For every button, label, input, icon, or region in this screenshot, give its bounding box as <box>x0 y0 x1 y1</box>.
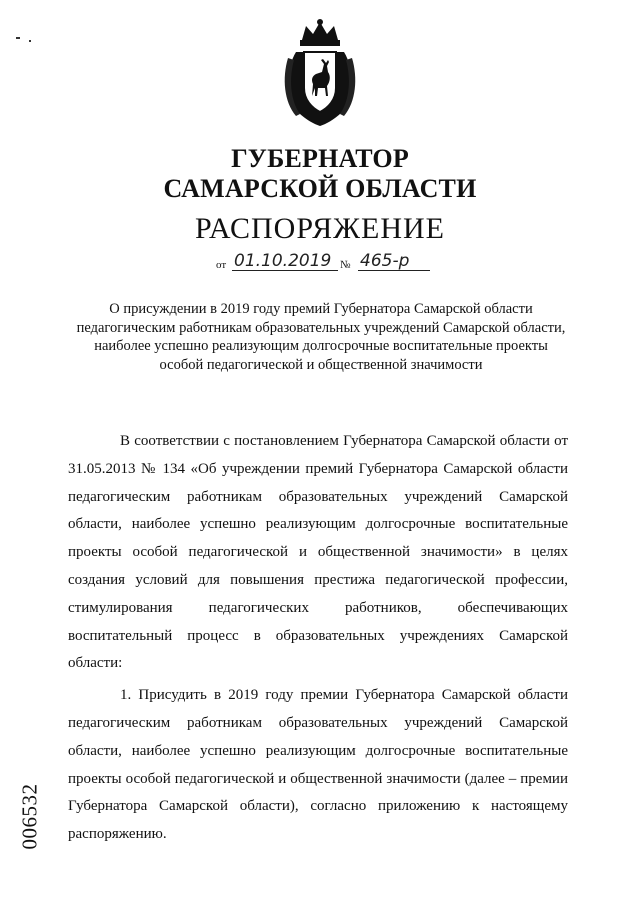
side-registration-code <box>18 780 42 850</box>
number-label: № <box>340 259 351 271</box>
date-label: от <box>216 259 227 271</box>
governor-title: ГУБЕРНАТОР <box>231 144 409 173</box>
region-title: САМАРСКОЙ ОБЛАСТИ <box>163 174 477 203</box>
subject-line: педагогическим работникам образовательных учреждений Самарской области, <box>76 319 566 336</box>
samara-coat-of-arms-icon <box>282 18 358 128</box>
preamble-paragraph: В соответствии с постановлением Губернатора Самарской области от 31.05.2013 № 134 «Об учреждении премий Губернатора Самарской области педагогическим работникам образовательных учреждений Самарской области, наиболее успешно реализующим долгосрочные воспитательные проекты особой педагогической и общественной значимости» в целях создания условий для повышения престижа педагогической профессии, стимулирования педагогических работников, обеспечивающих воспитательный процесс в образовательных учреждениях Самарской области: <box>68 433 568 672</box>
document-type: РАСПОРЯЖЕНИЕ <box>194 212 446 245</box>
document-subject <box>76 300 566 374</box>
handwritten-number: 465-р <box>358 252 430 271</box>
subject-line: особой педагогической и общественной значимости <box>159 356 483 373</box>
side-code-text: 006532 <box>17 783 42 850</box>
subject-line: наиболее успешно реализующим долгосрочные воспитательные проекты <box>94 338 548 354</box>
clause-1-paragraph: 1. Присудить в 2019 году премии Губернатора Самарской области педагогическим работникам образовательных учреждений Самарской области, наиболее успешно реализующим долгосрочные воспитательные проекты особой педагогической и общественной значимости (далее – премии Губернатора Самарской области), согласно приложению к настоящему распоряжению. <box>68 687 568 843</box>
handwritten-date: 01.10.2019 <box>232 252 338 271</box>
subject-line: О присуждении в 2019 году премий Губернатора Самарской области <box>109 301 533 317</box>
document-body <box>68 428 568 853</box>
